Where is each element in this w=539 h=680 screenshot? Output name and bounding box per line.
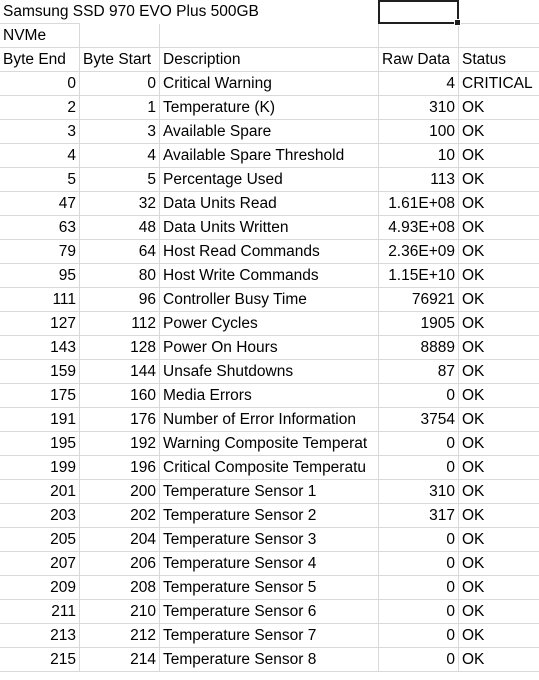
description-cell[interactable]: Media Errors bbox=[160, 384, 379, 408]
byte-end-cell[interactable]: 79 bbox=[0, 240, 80, 264]
raw-data-cell[interactable]: 0 bbox=[379, 648, 459, 672]
byte-start-cell[interactable]: 96 bbox=[80, 288, 160, 312]
table-row bbox=[0, 72, 539, 96]
table-row bbox=[0, 624, 539, 648]
status-cell[interactable]: OK bbox=[459, 288, 539, 312]
status-cell[interactable]: OK bbox=[459, 360, 539, 384]
byte-start-cell[interactable]: 204 bbox=[80, 528, 160, 552]
description-cell[interactable]: Temperature (K) bbox=[160, 96, 379, 120]
raw-data-cell[interactable]: 0 bbox=[379, 576, 459, 600]
table-row bbox=[0, 96, 539, 120]
table-row bbox=[0, 504, 539, 528]
byte-start-cell[interactable]: 176 bbox=[80, 408, 160, 432]
description-cell[interactable]: Controller Busy Time bbox=[160, 288, 379, 312]
table-row bbox=[0, 600, 539, 624]
status-cell[interactable]: OK bbox=[459, 432, 539, 456]
byte-start-cell[interactable]: 64 bbox=[80, 240, 160, 264]
description-cell[interactable]: Data Units Written bbox=[160, 216, 379, 240]
status-cell[interactable]: OK bbox=[459, 336, 539, 360]
description-cell[interactable]: Percentage Used bbox=[160, 168, 379, 192]
description-cell[interactable]: Temperature Sensor 1 bbox=[160, 480, 379, 504]
byte-end-cell[interactable]: 47 bbox=[0, 192, 80, 216]
raw-data-cell[interactable]: 87 bbox=[379, 360, 459, 384]
raw-data-cell[interactable]: 0 bbox=[379, 552, 459, 576]
byte-end-cell[interactable]: 203 bbox=[0, 504, 80, 528]
active-cell-selection[interactable] bbox=[378, 0, 459, 24]
table-row bbox=[0, 384, 539, 408]
byte-end-cell[interactable]: 205 bbox=[0, 528, 80, 552]
status-cell[interactable]: CRITICAL bbox=[459, 72, 539, 96]
fill-handle[interactable] bbox=[454, 19, 461, 26]
raw-data-cell[interactable]: 4.93E+08 bbox=[379, 216, 459, 240]
raw-data-cell[interactable]: 113 bbox=[379, 168, 459, 192]
byte-start-cell[interactable]: 196 bbox=[80, 456, 160, 480]
table-row bbox=[0, 408, 539, 432]
description-cell[interactable]: Number of Error Information bbox=[160, 408, 379, 432]
header-status[interactable]: Status bbox=[459, 48, 539, 72]
byte-start-cell[interactable]: 3 bbox=[80, 120, 160, 144]
status-cell[interactable]: OK bbox=[459, 384, 539, 408]
byte-end-cell[interactable]: 191 bbox=[0, 408, 80, 432]
description-cell[interactable]: Unsafe Shutdowns bbox=[160, 360, 379, 384]
raw-data-cell[interactable]: 0 bbox=[379, 456, 459, 480]
byte-end-cell[interactable]: 209 bbox=[0, 576, 80, 600]
header-byte-end[interactable]: Byte End bbox=[0, 48, 80, 72]
byte-start-cell[interactable]: 212 bbox=[80, 624, 160, 648]
byte-end-cell[interactable]: 159 bbox=[0, 360, 80, 384]
raw-data-cell[interactable]: 1.61E+08 bbox=[379, 192, 459, 216]
description-cell[interactable]: Temperature Sensor 6 bbox=[160, 600, 379, 624]
byte-start-cell[interactable]: 1 bbox=[80, 96, 160, 120]
status-cell[interactable]: OK bbox=[459, 120, 539, 144]
table-row bbox=[0, 192, 539, 216]
empty-cell[interactable] bbox=[459, 0, 539, 24]
raw-data-cell[interactable]: 0 bbox=[379, 432, 459, 456]
raw-data-cell[interactable]: 4 bbox=[379, 72, 459, 96]
description-cell[interactable]: Power On Hours bbox=[160, 336, 379, 360]
table-row bbox=[0, 432, 539, 456]
status-cell[interactable]: OK bbox=[459, 648, 539, 672]
status-cell[interactable]: OK bbox=[459, 240, 539, 264]
empty-cell[interactable] bbox=[160, 24, 379, 48]
status-cell[interactable]: OK bbox=[459, 192, 539, 216]
table-row bbox=[0, 552, 539, 576]
description-cell[interactable]: Warning Composite Temperat bbox=[160, 432, 379, 456]
table-row bbox=[0, 336, 539, 360]
byte-end-cell[interactable]: 5 bbox=[0, 168, 80, 192]
byte-start-cell[interactable]: 200 bbox=[80, 480, 160, 504]
table-row bbox=[0, 576, 539, 600]
status-cell[interactable]: OK bbox=[459, 576, 539, 600]
header-byte-start[interactable]: Byte Start bbox=[80, 48, 160, 72]
status-cell[interactable]: OK bbox=[459, 408, 539, 432]
byte-end-cell[interactable]: 3 bbox=[0, 120, 80, 144]
table-row bbox=[0, 528, 539, 552]
title-cell[interactable]: Samsung SSD 970 EVO Plus 500GB bbox=[0, 0, 80, 24]
byte-start-cell[interactable]: 128 bbox=[80, 336, 160, 360]
byte-end-cell[interactable]: 215 bbox=[0, 648, 80, 672]
byte-end-cell[interactable]: 211 bbox=[0, 600, 80, 624]
raw-data-cell[interactable]: 0 bbox=[379, 624, 459, 648]
raw-data-cell[interactable]: 1.15E+10 bbox=[379, 264, 459, 288]
raw-data-cell[interactable]: 10 bbox=[379, 144, 459, 168]
byte-start-cell[interactable]: 80 bbox=[80, 264, 160, 288]
byte-start-cell[interactable]: 214 bbox=[80, 648, 160, 672]
description-cell[interactable]: Critical Warning bbox=[160, 72, 379, 96]
description-cell[interactable]: Temperature Sensor 8 bbox=[160, 648, 379, 672]
status-cell[interactable]: OK bbox=[459, 312, 539, 336]
byte-start-cell[interactable]: 112 bbox=[80, 312, 160, 336]
header-description[interactable]: Description bbox=[160, 48, 379, 72]
byte-start-cell[interactable]: 208 bbox=[80, 576, 160, 600]
status-cell[interactable]: OK bbox=[459, 624, 539, 648]
status-cell[interactable]: OK bbox=[459, 528, 539, 552]
table-row bbox=[0, 216, 539, 240]
table-row bbox=[0, 360, 539, 384]
description-cell[interactable]: Power Cycles bbox=[160, 312, 379, 336]
byte-end-cell[interactable]: 175 bbox=[0, 384, 80, 408]
subtitle-cell[interactable]: NVMe bbox=[0, 24, 80, 48]
byte-start-cell[interactable]: 206 bbox=[80, 552, 160, 576]
empty-cell[interactable] bbox=[379, 24, 459, 48]
table-row bbox=[0, 456, 539, 480]
header-raw-data[interactable]: Raw Data bbox=[379, 48, 459, 72]
byte-start-cell[interactable]: 202 bbox=[80, 504, 160, 528]
description-cell[interactable]: Temperature Sensor 5 bbox=[160, 576, 379, 600]
status-cell[interactable]: OK bbox=[459, 216, 539, 240]
byte-end-cell[interactable]: 127 bbox=[0, 312, 80, 336]
table-row bbox=[0, 168, 539, 192]
byte-end-cell[interactable]: 111 bbox=[0, 288, 80, 312]
byte-end-cell[interactable]: 199 bbox=[0, 456, 80, 480]
description-cell[interactable]: Available Spare Threshold bbox=[160, 144, 379, 168]
empty-cell[interactable] bbox=[459, 24, 539, 48]
description-cell[interactable]: Temperature Sensor 3 bbox=[160, 528, 379, 552]
table-row bbox=[0, 144, 539, 168]
raw-data-cell[interactable]: 100 bbox=[379, 120, 459, 144]
raw-data-cell[interactable]: 1905 bbox=[379, 312, 459, 336]
raw-data-cell[interactable]: 310 bbox=[379, 96, 459, 120]
table-row bbox=[0, 120, 539, 144]
raw-data-cell[interactable]: 0 bbox=[379, 528, 459, 552]
byte-end-cell[interactable]: 2 bbox=[0, 96, 80, 120]
status-cell[interactable]: OK bbox=[459, 600, 539, 624]
status-cell[interactable]: OK bbox=[459, 552, 539, 576]
byte-end-cell[interactable]: 207 bbox=[0, 552, 80, 576]
byte-start-cell[interactable]: 160 bbox=[80, 384, 160, 408]
raw-data-cell[interactable]: 8889 bbox=[379, 336, 459, 360]
table-row bbox=[0, 240, 539, 264]
description-cell[interactable]: Critical Composite Temperatu bbox=[160, 456, 379, 480]
status-cell[interactable]: OK bbox=[459, 168, 539, 192]
byte-start-cell[interactable]: 32 bbox=[80, 192, 160, 216]
byte-end-cell[interactable]: 63 bbox=[0, 216, 80, 240]
status-cell[interactable]: OK bbox=[459, 480, 539, 504]
byte-start-cell[interactable]: 4 bbox=[80, 144, 160, 168]
raw-data-cell[interactable]: 310 bbox=[379, 480, 459, 504]
status-cell[interactable]: OK bbox=[459, 456, 539, 480]
description-cell[interactable]: Data Units Read bbox=[160, 192, 379, 216]
raw-data-cell[interactable]: 317 bbox=[379, 504, 459, 528]
table-row bbox=[0, 480, 539, 504]
byte-end-cell[interactable]: 95 bbox=[0, 264, 80, 288]
byte-start-cell[interactable]: 0 bbox=[80, 72, 160, 96]
description-cell[interactable]: Available Spare bbox=[160, 120, 379, 144]
byte-start-cell[interactable]: 5 bbox=[80, 168, 160, 192]
raw-data-cell[interactable]: 0 bbox=[379, 384, 459, 408]
header-row bbox=[0, 48, 539, 72]
raw-data-cell[interactable]: 3754 bbox=[379, 408, 459, 432]
table-row bbox=[0, 648, 539, 672]
description-cell[interactable]: Host Read Commands bbox=[160, 240, 379, 264]
byte-end-cell[interactable]: 0 bbox=[0, 72, 80, 96]
description-cell[interactable]: Temperature Sensor 7 bbox=[160, 624, 379, 648]
empty-cell[interactable] bbox=[80, 24, 160, 48]
byte-end-cell[interactable]: 213 bbox=[0, 624, 80, 648]
subtitle-row bbox=[0, 24, 539, 48]
byte-start-cell[interactable]: 192 bbox=[80, 432, 160, 456]
raw-data-cell[interactable]: 76921 bbox=[379, 288, 459, 312]
description-cell[interactable]: Host Write Commands bbox=[160, 264, 379, 288]
byte-end-cell[interactable]: 201 bbox=[0, 480, 80, 504]
byte-end-cell[interactable]: 195 bbox=[0, 432, 80, 456]
status-cell[interactable]: OK bbox=[459, 144, 539, 168]
status-cell[interactable]: OK bbox=[459, 264, 539, 288]
description-cell[interactable]: Temperature Sensor 2 bbox=[160, 504, 379, 528]
table-row bbox=[0, 288, 539, 312]
description-cell[interactable]: Temperature Sensor 4 bbox=[160, 552, 379, 576]
byte-end-cell[interactable]: 143 bbox=[0, 336, 80, 360]
status-cell[interactable]: OK bbox=[459, 96, 539, 120]
byte-start-cell[interactable]: 144 bbox=[80, 360, 160, 384]
byte-start-cell[interactable]: 48 bbox=[80, 216, 160, 240]
byte-end-cell[interactable]: 4 bbox=[0, 144, 80, 168]
raw-data-cell[interactable]: 2.36E+09 bbox=[379, 240, 459, 264]
raw-data-cell[interactable]: 0 bbox=[379, 600, 459, 624]
table-row bbox=[0, 264, 539, 288]
byte-start-cell[interactable]: 210 bbox=[80, 600, 160, 624]
table-row bbox=[0, 312, 539, 336]
status-cell[interactable]: OK bbox=[459, 504, 539, 528]
